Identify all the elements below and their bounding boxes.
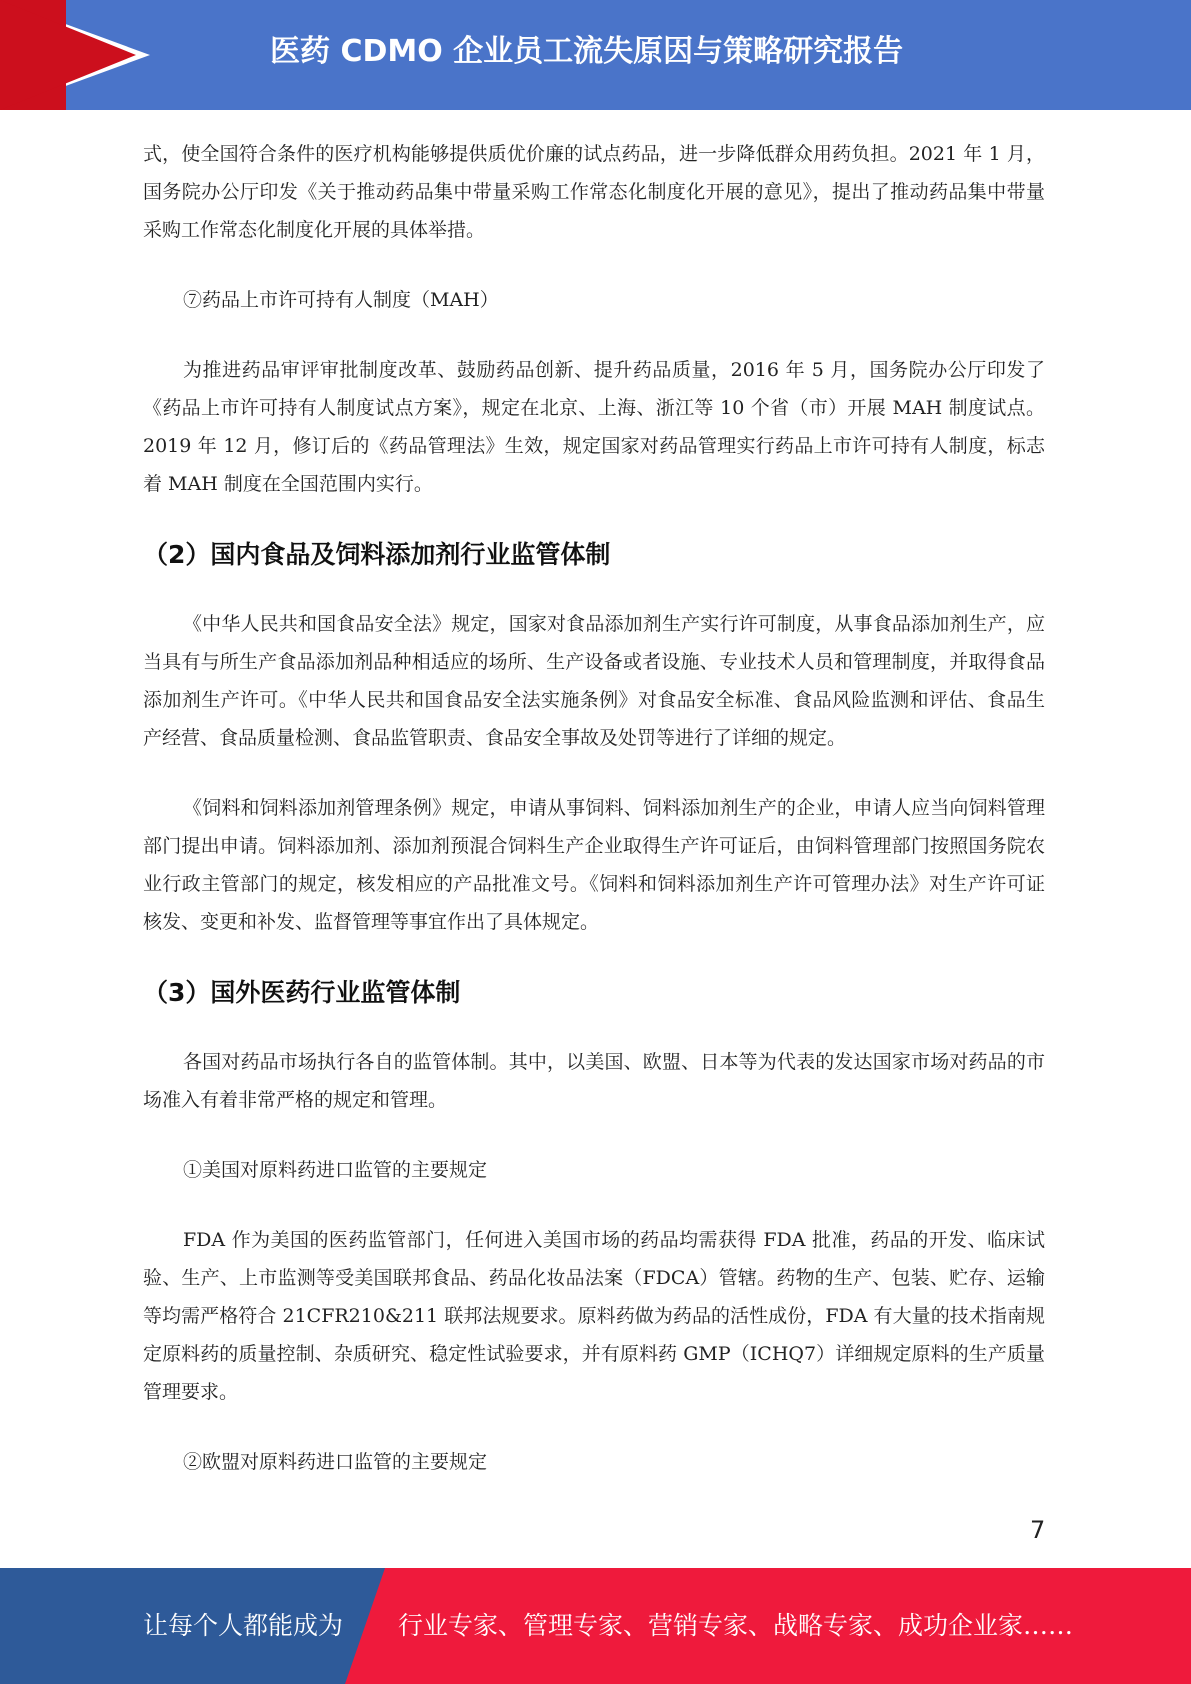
footer-slogan-right: 行业专家、管理专家、营销专家、战略专家、成功企业家……	[398, 1611, 1074, 1640]
paragraph-mah: 为推进药品审评审批制度改革、鼓励药品创新、提升药品质量，2016 年 5 月，国务院办公厅印发了《药品上市许可持有人制度试点方案》，规定在北京、上海、浙江等 10 个省（市）开展 MAH 制度试点。2019 年 12 月，修订后的《药品管理法》生效，规定国家对药品管理实行药品上市许可持有人制度，标志着 MAH 制度在全国范围内实行。	[143, 359, 1045, 495]
list-item-us-api: ①美国对原料药进口监管的主要规定	[183, 1159, 488, 1181]
header-red-arrow	[0, 0, 136, 110]
page-footer	[0, 1568, 1191, 1684]
footer-slogan-left: 让每个人都能成为	[143, 1611, 344, 1640]
list-item-mah: ⑦药品上市许可持有人制度（MAH）	[183, 289, 499, 311]
page-header	[0, 0, 1191, 110]
report-title: 医药 CDMO 企业员工流失原因与策略研究报告	[270, 34, 904, 69]
list-item-eu-api: ②欧盟对原料药进口监管的主要规定	[183, 1451, 488, 1473]
paragraph-fda: FDA 作为美国的医药监管部门，任何进入美国市场的药品均需获得 FDA 批准，药品的开发、临床试验、生产、上市监测等受美国联邦食品、药品化妆品法案（FDCA）管辖。药物的生产、包装、贮存、运输等均需严格符合 21CFR210&211 联邦法规要求。原料药做为药品的活性成份，FDA 有大量的技术指南规定原料药的质量控制、杂质研究、稳定性试验要求，并有原料药 GMP（ICHQ7）详细规定原料的生产质量管理要求。	[143, 1229, 1045, 1403]
paragraph-feed-regulation: 《饲料和饲料添加剂管理条例》规定，申请从事饲料、饲料添加剂生产的企业，申请人应当向饲料管理部门提出申请。饲料添加剂、添加剂预混合饲料生产企业取得生产许可证后，由饲料管理部门按照国务院农业行政主管部门的规定，核发相应的产品批准文号。《饲料和饲料添加剂生产许可管理办法》对生产许可证核发、变更和补发、监督管理等事宜作出了具体规定。	[143, 797, 1045, 933]
section-heading-foreign-regulation: （3）国外医药行业监管体制	[143, 978, 461, 1007]
document-body	[143, 135, 1045, 1513]
page-number: 7	[1030, 1516, 1046, 1544]
section-heading-food-additives: （2）国内食品及饲料添加剂行业监管体制	[143, 540, 611, 569]
paragraph-food-safety-law: 《中华人民共和国食品安全法》规定，国家对食品添加剂生产实行许可制度，从事食品添加剂生产，应当具有与所生产食品添加剂品种相适应的场所、生产设备或者设施、专业技术人员和管理制度，并取得食品添加剂生产许可。《中华人民共和国食品安全法实施条例》对食品安全标准、食品风险监测和评估、食品生产经营、食品质量检测、食品监管职责、食品安全事故及处罚等进行了详细的规定。	[143, 613, 1045, 749]
paragraph-continued: 式，使全国符合条件的医疗机构能够提供质优价廉的试点药品，进一步降低群众用药负担。2021 年 1 月，国务院办公厅印发《关于推动药品集中带量采购工作常态化制度化开展的意见》，提出了推动药品集中带量采购工作常态化制度化开展的具体举措。	[143, 143, 1045, 241]
paragraph-foreign-overview: 各国对药品市场执行各自的监管体制。其中，以美国、欧盟、日本等为代表的发达国家市场对药品的市场准入有着非常严格的规定和管理。	[143, 1051, 1045, 1111]
